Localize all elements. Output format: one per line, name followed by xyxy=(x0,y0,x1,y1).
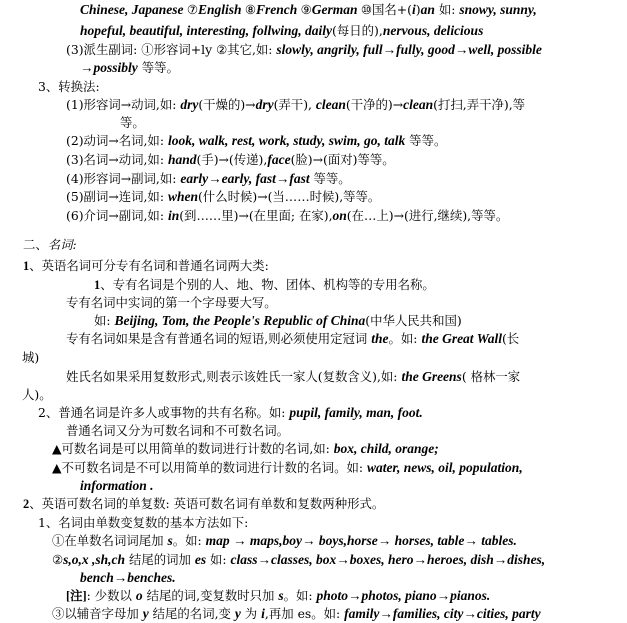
text-run: (中华人民共和国) xyxy=(365,313,462,328)
english-term: photo→photos, piano→pianos. xyxy=(316,588,491,603)
text-line xyxy=(66,170,351,188)
text-run: (什么时候)→(当……时候),等等。 xyxy=(197,189,381,204)
text-line xyxy=(22,386,52,404)
text-line xyxy=(52,605,541,623)
english-term: o xyxy=(135,588,143,603)
text-run: (在…上)→(进行,继续),等等。 xyxy=(346,208,509,223)
english-term: box, child, orange; xyxy=(333,441,439,456)
section-heading xyxy=(38,78,100,96)
text-line xyxy=(94,276,435,294)
text-line xyxy=(80,569,176,587)
text-line xyxy=(52,459,523,477)
text-run: 专有名词中实词的第一个字母要大写。 xyxy=(66,295,277,310)
text-line xyxy=(66,132,446,150)
english-term: information . xyxy=(80,478,154,493)
text-run: (每日的), xyxy=(332,23,383,38)
text-run: ,再加 es。如: xyxy=(264,606,345,621)
text-run: 如: xyxy=(206,552,231,567)
text-run: 姓氏名如果采用复数形式,则表示该姓氏一家人(复数含义),如: xyxy=(66,369,402,384)
english-term: s,o,x ,sh,ch xyxy=(63,552,125,567)
section-heading xyxy=(23,236,77,254)
text-line xyxy=(38,404,423,422)
text-run: 名词: xyxy=(47,237,77,252)
english-term: slowly, angrily, full→fully, good→well, possible xyxy=(276,42,542,57)
text-run: 结尾的词,变复数时只加 xyxy=(142,588,279,603)
text-line xyxy=(66,422,289,440)
english-term: German xyxy=(311,2,361,17)
text-run: 2、普通名词是许多人或事物的共有名称。如: xyxy=(38,405,290,420)
english-term: pupil, family, man, foot. xyxy=(289,405,423,420)
text-line xyxy=(66,207,508,225)
text-run: ③以辅音字母加 xyxy=(52,606,143,621)
english-term: clean xyxy=(403,97,434,112)
english-term: French xyxy=(256,2,301,17)
english-term: y xyxy=(234,606,241,621)
text-line xyxy=(80,59,179,77)
text-run: (6)介词→副词,如: xyxy=(66,208,168,223)
english-term: hand xyxy=(167,152,197,167)
text-run: 。如: xyxy=(388,331,422,346)
english-term: dry xyxy=(255,97,274,112)
text-run: 等等。 xyxy=(137,60,179,75)
english-term: face xyxy=(267,152,291,167)
text-run: 结尾的词加 xyxy=(125,552,195,567)
english-term: on xyxy=(332,208,347,223)
english-term: s xyxy=(278,588,284,603)
text-run: 如: xyxy=(94,313,115,328)
english-term: early→early, fast→fast xyxy=(180,171,310,186)
english-term: s xyxy=(167,533,173,548)
english-term: bench→benches. xyxy=(80,570,176,585)
text-run: ▲可数名词是可以用简单的数词进行计数的名词,如: xyxy=(52,441,334,456)
english-term: →possibly xyxy=(80,60,138,75)
text-line xyxy=(66,294,277,312)
text-run: (1)形容词→动词,如: xyxy=(66,97,181,112)
text-run: [注] xyxy=(66,589,87,603)
english-term: the Greens xyxy=(401,369,462,384)
text-run: (3)名词→动词,如: xyxy=(66,152,168,167)
text-run: ⑨ xyxy=(300,2,312,17)
english-term: hopeful, beautiful, interesting, follwing, daily xyxy=(80,23,333,38)
text-run: (干燥的)→ xyxy=(198,97,256,112)
text-run: ② xyxy=(52,552,64,567)
english-term: clean xyxy=(315,97,346,112)
text-line xyxy=(66,587,490,605)
text-run: (3)派生副词: ①形容词+ly ②其它,如: xyxy=(66,42,277,57)
text-line xyxy=(66,96,525,114)
english-term: dry xyxy=(180,97,199,112)
text-run: 。如: xyxy=(283,588,317,603)
text-run: 。如: xyxy=(172,533,206,548)
text-line xyxy=(80,477,154,495)
text-line xyxy=(80,22,483,40)
text-run: (干净的)→ xyxy=(345,97,404,112)
text-run: ⑩国名+( xyxy=(360,2,413,17)
text-line xyxy=(52,551,545,569)
english-term: the xyxy=(371,331,389,346)
english-term: es xyxy=(194,552,207,567)
text-run: 为 xyxy=(240,606,262,621)
text-run: (5)副词→连词,如: xyxy=(66,189,168,204)
text-line xyxy=(66,151,395,169)
text-run: 2 xyxy=(23,497,30,511)
text-line xyxy=(22,349,39,367)
text-run: 、英语名词可分专有名词和普通名词两大类: xyxy=(29,258,269,273)
english-term: English xyxy=(198,2,245,17)
text-run: 等等。 xyxy=(309,171,351,186)
text-run: 如: xyxy=(434,2,460,17)
text-line xyxy=(38,514,248,532)
text-run: 普通名词又分为可数名词和不可数名词。 xyxy=(66,423,290,438)
text-line xyxy=(66,330,519,348)
english-term: class→classes, box→boxes, hero→heroes, dish→dishes, xyxy=(230,552,546,567)
english-term: y xyxy=(142,606,149,621)
english-term: nervous, delicious xyxy=(382,23,484,38)
english-term: in xyxy=(167,208,180,223)
text-run: (打扫,弄干净),等 xyxy=(433,97,526,112)
text-run: 等等。 xyxy=(405,133,447,148)
section-heading xyxy=(23,257,269,275)
text-run: (4)形容词→副词,如: xyxy=(66,171,181,186)
text-run: 专有名词如果是含有普通名词的短语,则必须使用定冠词 xyxy=(66,331,372,346)
text-run: 等。 xyxy=(120,115,145,130)
english-term: Beijing, Tom, the People's Republic of China xyxy=(114,313,366,328)
text-run: 、英语可数名词的单复数: 英语可数名词有单数和复数两种形式。 xyxy=(29,496,385,511)
english-term: an xyxy=(420,2,435,17)
text-run: ) xyxy=(415,2,421,17)
english-term: i xyxy=(412,2,416,17)
text-run: 城) xyxy=(22,350,40,365)
text-run: 1 xyxy=(94,278,101,292)
text-line xyxy=(94,312,462,330)
text-run: 1、名词由单数变复数的基本方法如下: xyxy=(38,515,249,530)
text-line xyxy=(52,440,439,458)
section-heading xyxy=(23,495,384,513)
text-run: ⑧ xyxy=(244,2,257,17)
text-line xyxy=(80,1,537,19)
text-run: (手)→(传递), xyxy=(196,152,268,167)
text-run: 人)。 xyxy=(22,387,52,402)
text-run: ①在单数名词词尾加 xyxy=(52,533,168,548)
text-line xyxy=(52,532,517,550)
text-run: 二、 xyxy=(23,237,48,252)
text-run: (2)动词→名词,如: xyxy=(66,133,168,148)
text-run: 结尾的名词,变 xyxy=(148,606,235,621)
english-term: family→families, city→cities, party xyxy=(344,606,541,621)
english-term: i xyxy=(261,606,265,621)
text-run: (弄干), xyxy=(273,97,316,112)
text-run: (长 xyxy=(501,331,520,346)
text-run: ▲不可数名词是不可以用简单的数词进行计数的名词。如: xyxy=(52,460,368,475)
text-run: 3、转换法: xyxy=(38,79,100,94)
english-term: when xyxy=(167,189,198,204)
text-line xyxy=(66,41,542,59)
english-term: look, walk, rest, work, study, swim, go, talk xyxy=(167,133,406,148)
text-run: (到……里)→(在里面; 在家), xyxy=(179,208,333,223)
text-line xyxy=(66,368,520,386)
text-line xyxy=(66,188,380,206)
english-term: Chinese, Japanese xyxy=(80,2,187,17)
text-run: ⑦ xyxy=(186,2,198,17)
text-run: ( 格林一家 xyxy=(461,369,521,384)
english-term: map → maps,boy→ boys,horse→ horses, table→ tables. xyxy=(205,533,517,548)
english-term: snowy, sunny, xyxy=(459,2,537,17)
text-line xyxy=(120,114,145,132)
text-run: 1 xyxy=(23,259,30,273)
text-run: 、专有名词是个别的人、地、物、团体、机构等的专用名称。 xyxy=(100,277,435,292)
english-term: the Great Wall xyxy=(421,331,502,346)
english-term: water, news, oil, population, xyxy=(367,460,523,475)
text-run: : 少数以 xyxy=(86,588,136,603)
text-run: (脸)→(面对)等等。 xyxy=(290,152,395,167)
